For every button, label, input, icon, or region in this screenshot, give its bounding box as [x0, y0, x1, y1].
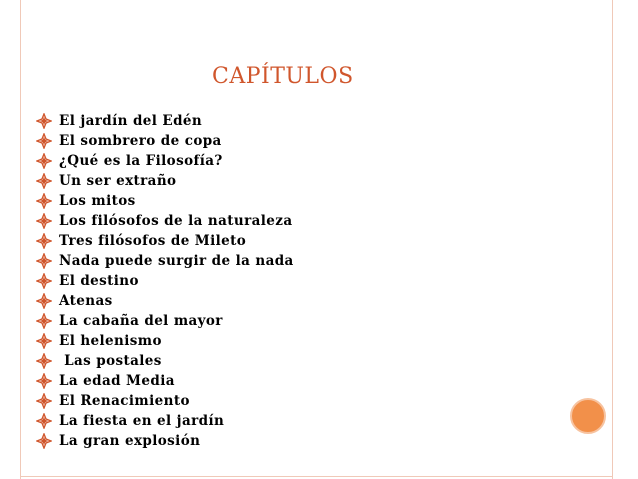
chapter-label: El sombrero de copa [59, 133, 222, 149]
chapter-list-item [36, 411, 294, 431]
chapter-label: Las postales [59, 353, 162, 369]
diamond-bullet-icon [36, 433, 52, 449]
chapter-label: ¿Qué es la Filosofía? [59, 153, 223, 169]
diamond-bullet-icon [36, 333, 52, 349]
diamond-bullet-icon [36, 153, 52, 169]
chapter-label: El Renacimiento [59, 393, 190, 409]
diamond-bullet-icon [36, 353, 52, 369]
chapter-label: La gran explosión [59, 433, 201, 449]
diamond-bullet-icon [36, 133, 52, 149]
slide-frame-bottom [20, 476, 613, 477]
chapter-label: Los mitos [59, 193, 136, 209]
chapter-list-item [36, 371, 294, 391]
diamond-bullet-icon [36, 253, 52, 269]
diamond-bullet-icon [36, 313, 52, 329]
chapter-list-item [36, 171, 294, 191]
chapter-label: Tres filósofos de Mileto [59, 233, 247, 249]
chapter-list-item [36, 231, 294, 251]
chapter-list-item [36, 151, 294, 171]
chapter-list-item [36, 131, 294, 151]
chapter-list-item [36, 191, 294, 211]
slide-frame-left [20, 0, 21, 479]
diamond-bullet-icon [36, 393, 52, 409]
chapter-list-item [36, 271, 294, 291]
chapter-label: Un ser extraño [59, 173, 177, 189]
chapter-list-item [36, 291, 294, 311]
chapter-list-item [36, 251, 294, 271]
chapter-list [36, 111, 294, 451]
chapter-label: El helenismo [59, 333, 162, 349]
decorative-orange-circle [570, 398, 606, 434]
chapter-label: El destino [59, 273, 139, 289]
chapter-label: Los filósofos de la naturaleza [59, 213, 293, 229]
chapter-list-item [36, 391, 294, 411]
diamond-bullet-icon [36, 413, 52, 429]
chapter-list-item [36, 111, 294, 131]
chapter-list-item [36, 211, 294, 231]
diamond-bullet-icon [36, 293, 52, 309]
chapter-label: Nada puede surgir de la nada [59, 253, 294, 269]
chapter-label: El jardín del Edén [59, 113, 203, 129]
chapter-list-item [36, 311, 294, 331]
diamond-bullet-icon [36, 113, 52, 129]
diamond-bullet-icon [36, 373, 52, 389]
chapter-label: La fiesta en el jardín [59, 413, 225, 429]
chapter-label: La edad Media [59, 373, 175, 389]
slide-title: CAPÍTULOS [212, 64, 354, 89]
diamond-bullet-icon [36, 173, 52, 189]
diamond-bullet-icon [36, 233, 52, 249]
chapter-list-item [36, 351, 294, 371]
diamond-bullet-icon [36, 213, 52, 229]
chapter-list-item [36, 431, 294, 451]
diamond-bullet-icon [36, 193, 52, 209]
slide-frame-right [612, 0, 613, 479]
chapter-label: Atenas [59, 293, 113, 309]
diamond-bullet-icon [36, 273, 52, 289]
chapter-label: La cabaña del mayor [59, 313, 223, 329]
chapter-list-item [36, 331, 294, 351]
